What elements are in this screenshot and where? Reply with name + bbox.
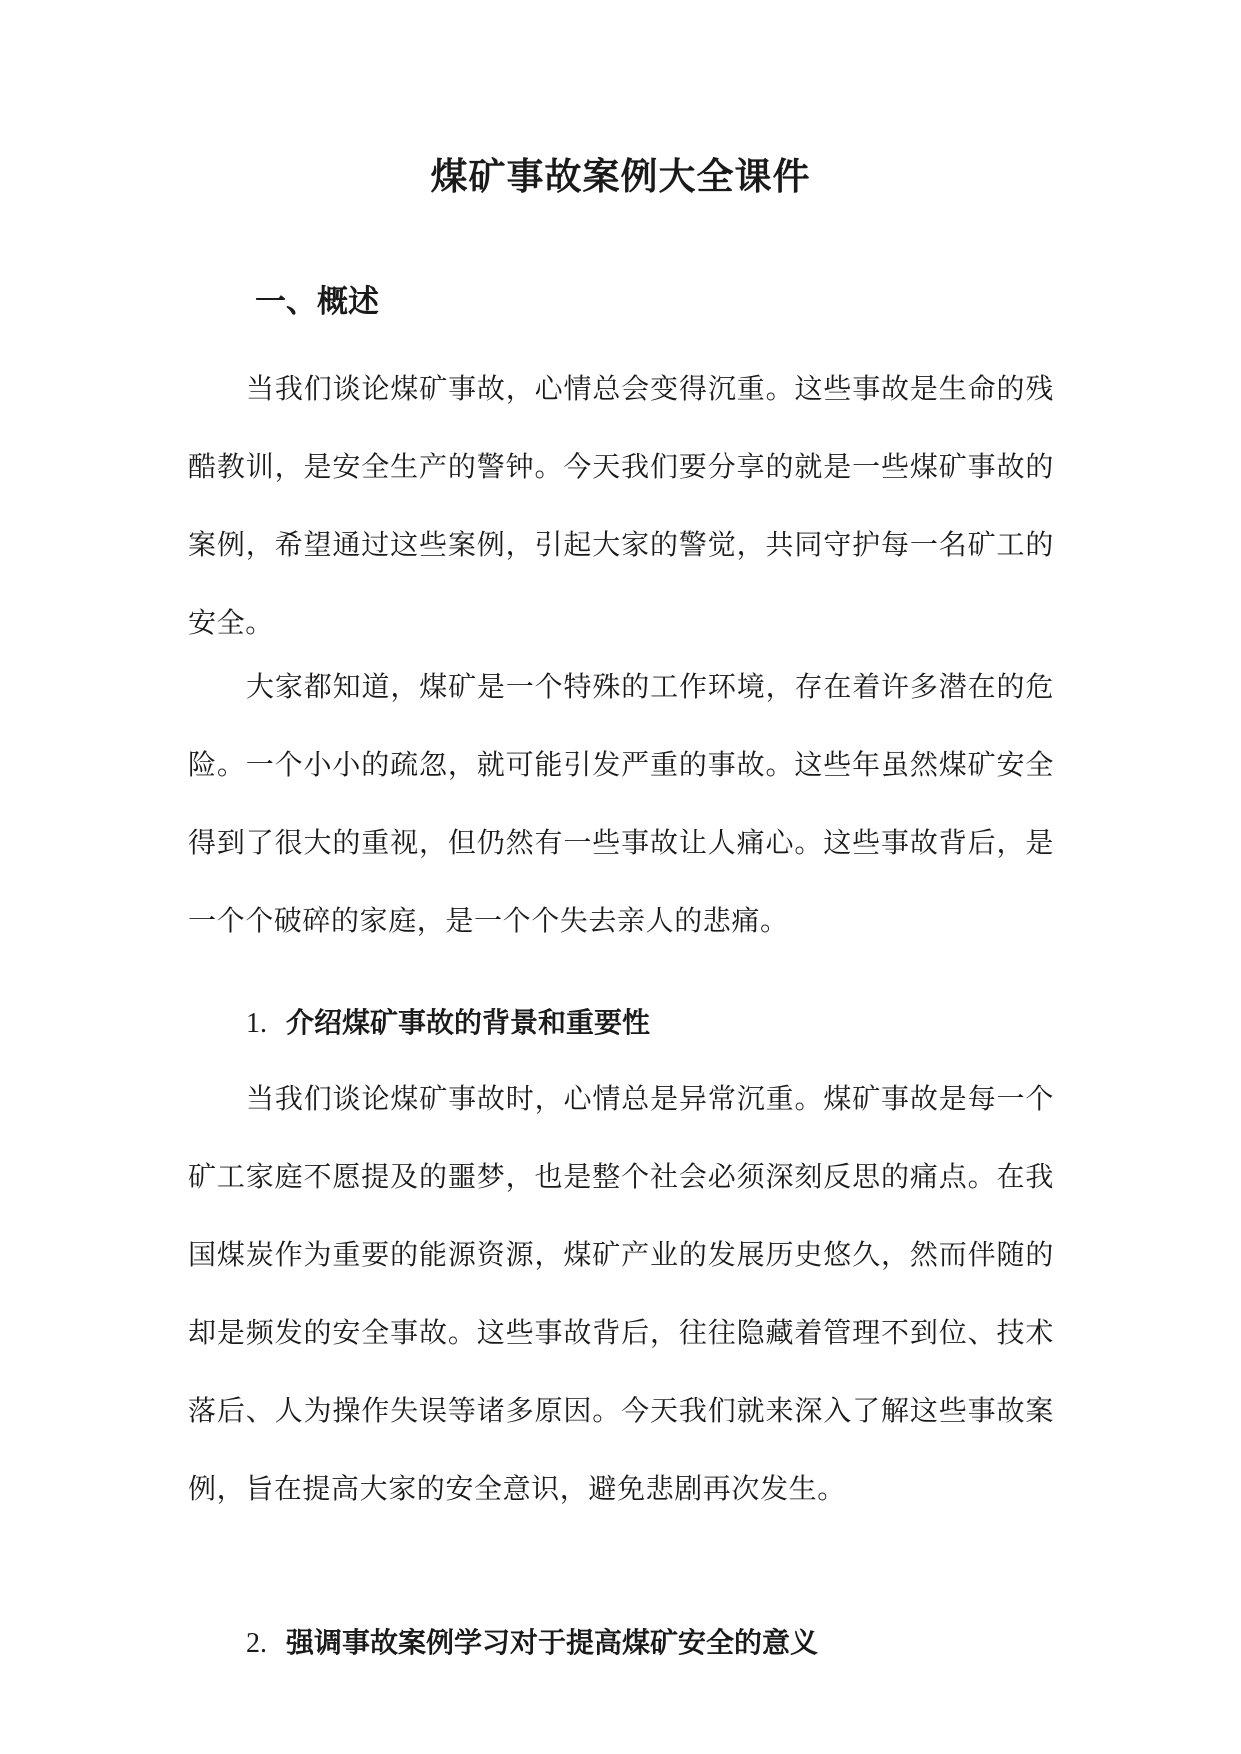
subsection-heading-1 xyxy=(246,1003,650,1044)
subsection-1-paragraph: 当我们谈论煤矿事故时，心情总是异常沉重。煤矿事故是每一个矿工家庭不愿提及的噩梦，也是整个社会必须深刻反思的痛点。在我国煤炭作为重要的能源资源，煤矿产业的发展历史悠久，然而伴随的却是频发的安全事故。这些事故背后，往往隐藏着管理不到位、技术落后、人为操作失误等诸多原因。今天我们就来深入了解这些事故案例，旨在提高大家的安全意识，避免悲剧再次发生。 xyxy=(188,1082,1054,1505)
subsection-number-1: 1. xyxy=(246,1008,267,1039)
subsection-heading-2 xyxy=(246,1623,818,1664)
section-heading-overview: 一、概述 xyxy=(255,284,379,320)
subsection-number-2: 2. xyxy=(246,1628,267,1659)
subsection-title-2: 强调事故案例学习对于提高煤矿安全的意义 xyxy=(286,1626,819,1659)
subsection-title-1: 介绍煤矿事故的背景和重要性 xyxy=(286,1006,651,1039)
overview-paragraph-1: 当我们谈论煤矿事故，心情总会变得沉重。这些事故是生命的残酷教训，是安全生产的警钟。今天我们要分享的就是一些煤矿事故的案例，希望通过这些案例，引起大家的警觉，共同守护每一名矿工的安全。 xyxy=(188,372,1054,639)
overview-paragraph-2: 大家都知道，煤矿是一个特殊的工作环境，存在着许多潜在的危险。一个小小的疏忽，就可能引发严重的事故。这些年虽然煤矿安全得到了很大的重视，但仍然有一些事故让人痛心。这些事故背后，是一个个破碎的家庭，是一个个失去亲人的悲痛。 xyxy=(188,670,1054,937)
document-title: 煤矿事故案例大全课件 xyxy=(430,155,811,198)
